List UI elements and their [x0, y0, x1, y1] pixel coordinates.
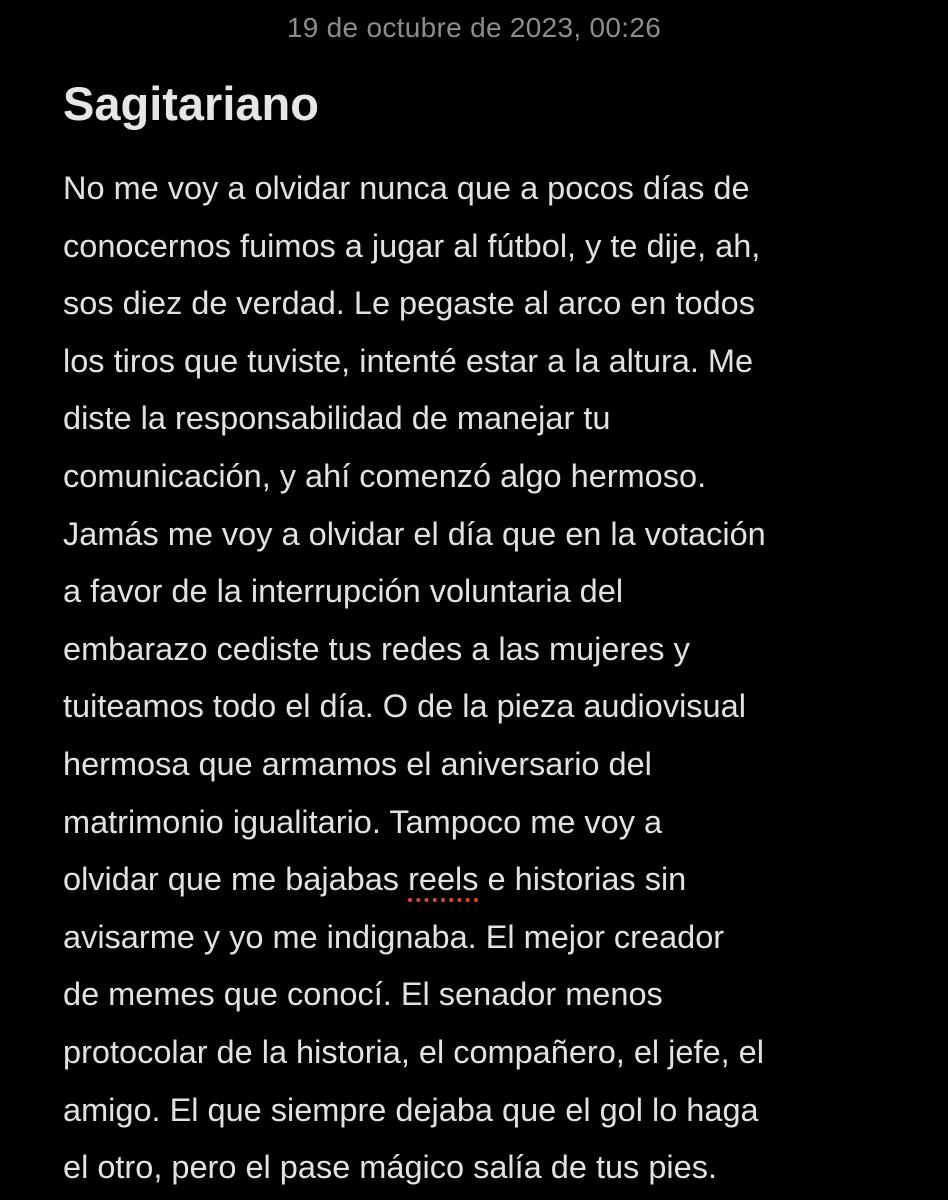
body-line: No me voy a olvidar nunca que a pocos días de	[63, 170, 750, 206]
body-line: conocernos fuimos a jugar al fútbol, y te dije, ah,	[63, 227, 761, 264]
body-line: diste la responsabilidad de manejar tu	[63, 400, 611, 437]
body-line: el otro, pero el pase mágico salía de tus pies.	[63, 1149, 717, 1186]
body-line: protocolar de la historia, el compañero, el jefe, el	[63, 1033, 764, 1070]
body-line: los tiros que tuviste, intenté estar a la altura. Me	[63, 342, 754, 379]
body-line: avisarme y yo me indignaba. El mejor creador	[63, 918, 725, 955]
misspelled-word[interactable]: reels	[408, 861, 479, 898]
body-line: hermosa que armamos el aniversario del	[63, 745, 652, 782]
note-body[interactable]	[63, 160, 933, 1197]
body-line: Jamás me voy a olvidar el día que en la votación	[63, 515, 766, 552]
body-line: sos diez de verdad. Le pegaste al arco en todos	[63, 285, 755, 322]
body-line: embarazo cediste tus redes a las mujeres y	[63, 630, 690, 667]
body-line: amigo. El que siempre dejaba que el gol lo haga	[63, 1091, 759, 1128]
body-line: a favor de la interrupción voluntaria del	[63, 573, 624, 610]
body-line: de memes que conocí. El senador menos	[63, 976, 663, 1013]
text-segment: e historias sin	[478, 861, 687, 898]
note-date: 19 de octubre de 2023, 00:26	[286, 12, 662, 43]
body-line: comunicación, y ahí comenzó algo hermoso.	[63, 457, 707, 494]
body-line: matrimonio igualitario. Tampoco me voy a	[63, 803, 663, 840]
body-line	[63, 851, 933, 909]
text-segment: olvidar que me bajabas	[63, 861, 409, 898]
note-title[interactable]: Sagitariano	[63, 77, 319, 130]
body-line: tuiteamos todo el día. O de la pieza audiovisual	[63, 688, 746, 725]
